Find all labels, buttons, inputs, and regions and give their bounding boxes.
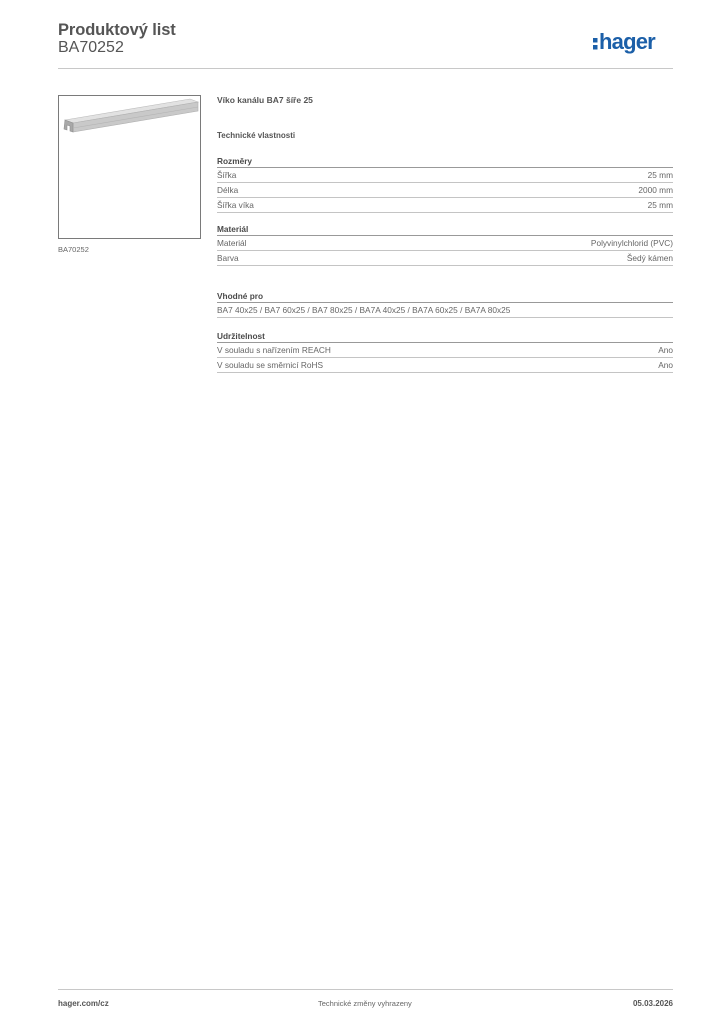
- table-row: [217, 168, 673, 183]
- section-title: Materiál: [217, 223, 673, 236]
- section-title: Vhodné pro: [217, 290, 673, 303]
- row-label: Barva: [217, 253, 239, 263]
- row-value: Ano: [658, 345, 673, 355]
- table-row: [217, 236, 673, 251]
- product-details: [217, 95, 673, 370]
- logo-dot-bottom: [593, 45, 598, 50]
- section-title: Udržitelnost: [217, 330, 673, 343]
- row-label: V souladu se směrnicí RoHS: [217, 360, 324, 370]
- row-label: Materiál: [217, 238, 247, 248]
- image-caption: BA70252: [58, 245, 89, 254]
- row-value: 2000 mm: [638, 185, 673, 195]
- row-value: Polyvinylchlorid (PVC): [590, 238, 673, 248]
- section-udrzitelnost: [217, 330, 673, 373]
- product-image: [58, 95, 201, 239]
- row-value: Šedý kámen: [626, 253, 673, 263]
- header-divider: [58, 68, 673, 69]
- table-row: [217, 358, 673, 373]
- product-name: Víko kanálu BA7 šíře 25: [217, 95, 313, 105]
- row-value: Ano: [658, 360, 673, 370]
- footer-date: 05.03.2026: [632, 999, 673, 1008]
- section-rozmery: [217, 155, 673, 213]
- row-value: 25 mm: [647, 200, 673, 210]
- table-row: [217, 183, 673, 198]
- table-row: [217, 251, 673, 266]
- table-row: [217, 198, 673, 213]
- page-title: Produktový list: [58, 21, 176, 39]
- compatible-products: BA7 40x25 / BA7 60x25 / BA7 80x25 / BA7A 40x25 / BA7A 60x25 / BA7A 80x25: [217, 303, 673, 318]
- footer-notice: Technické změny vyhrazeny: [318, 999, 412, 1008]
- tech-properties-heading: Technické vlastnosti: [217, 131, 296, 140]
- row-label: Šířka: [217, 170, 237, 180]
- section-material: [217, 223, 673, 266]
- row-label: V souladu s nařízením REACH: [217, 345, 331, 355]
- section-title: Rozměry: [217, 155, 673, 168]
- hager-logo-mark: [592, 27, 674, 57]
- row-label: Šířka víka: [217, 200, 254, 210]
- hager-logo[interactable]: [592, 27, 674, 57]
- product-code: BA70252: [58, 39, 124, 56]
- footer-website-link[interactable]: hager.com/cz: [58, 999, 109, 1008]
- section-vhodne-pro: [217, 290, 673, 318]
- row-value: 25 mm: [647, 170, 673, 180]
- logo-dot-top: [593, 38, 598, 43]
- row-label: Délka: [217, 185, 239, 195]
- footer-divider: [58, 989, 673, 990]
- cable-duct-cover-image: [59, 96, 200, 238]
- table-row: [217, 343, 673, 358]
- logo-text: hager: [599, 29, 655, 54]
